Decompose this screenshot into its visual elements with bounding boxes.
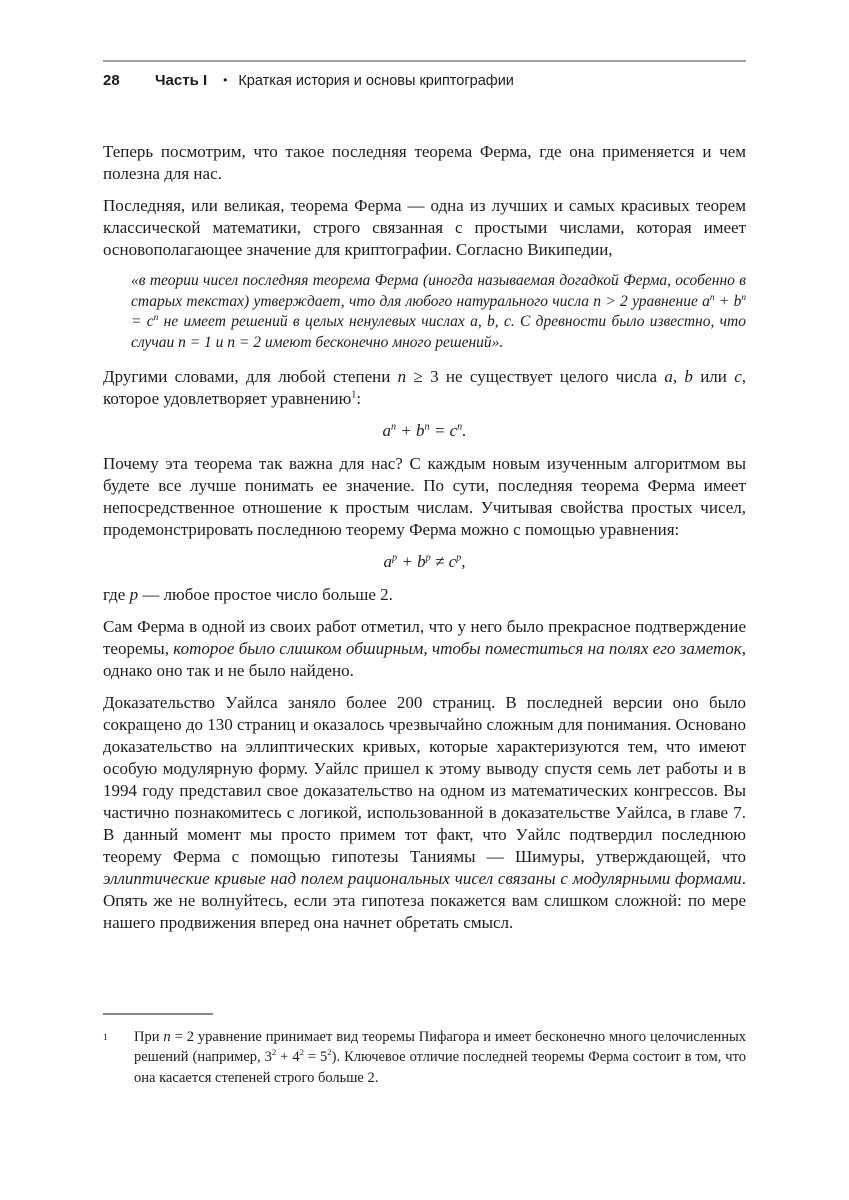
paragraph-wiles-proof: Доказательство Уайлса заняло более 200 страниц. В последней версии оно было сокращено до 130 страниц и оказалось чрезвычайно сложным для понимания. Основано доказательство на эллиптических кривых, которые характеризуются тем, что имеют особую модулярную форму. Уайлс пришел к этому выводу спустя семь лет работы и в 1994 году представил свое доказательство на одном из математических конгрессов. Вы частично познакомитесь с логикой, использованной в доказательстве Уайлса, в главе 7. В данный момент мы просто примем тот факт, что Уайлс подтвердил последнюю теорему Ферма с помощью гипотезы Таниямы — Шимуры, утверждающей, что эллиптические кривые над полем рациональных чисел связаны с модулярными формами. Опять же не волнуйтесь, если эта гипотеза покажется вам слишком сложной: по мере нашего продвижения вперед она начнет обретать смысл.: [103, 693, 746, 932]
footnote-area: [103, 1013, 746, 1089]
chapter-title: Краткая история и основы криптографии: [238, 73, 514, 89]
equation-fermat: $a^n + b^n = c^n$.: [382, 421, 467, 440]
footnote: [103, 1027, 746, 1089]
footnote-text: При n = 2 уравнение принимает вид теоремы Пифагора и имеет бесконечно много целочисленных решений (например, $3^2 + 4^2 = 5^2$). Ключевое отличие последней теоремы Ферма состоит в том, что она касается степеней строго больше 2.: [134, 1028, 746, 1086]
paragraph-fermat-note: Сам Ферма в одной из своих работ отметил, что у него было прекрасное подтверждение теоремы, которое было слишком обширным, чтобы поместиться на полях его заметок, однако оно так и не было найдено.: [103, 617, 746, 680]
part-label: Часть I: [155, 72, 208, 89]
bullet-separator-icon: •: [223, 73, 228, 87]
paragraph-intro: Теперь посмотрим, что такое последняя теорема Ферма, где она применяется и чем полезна для нас.: [103, 142, 746, 183]
page-number: 28: [103, 72, 120, 89]
wikipedia-quote: «в теории чисел последняя теорема Ферма (иногда называемая догадкой Ферма, особенно в старых текстах) утверждает, что для любого натурального числа n > 2 уравнение $a^n + b^n = c^n$ не имеет решений в целых ненулевых числах a, b, c. С древности было известно, что случаи n = 1 и n = 2 имеют бесконечно много решений».: [131, 272, 746, 351]
equation-prime: $a^p + b^p \ne c^p$,: [383, 552, 466, 571]
paragraph-where-p: где p — любое простое число больше 2.: [103, 585, 393, 604]
header-line: [103, 71, 746, 91]
footnote-rule: [103, 1013, 213, 1015]
paragraph-theorem-overview: Последняя, или великая, теорема Ферма — одна из лучших и самых красивых теорем классической математики, строго связанная с простыми числами, которая имеет основополагающее значение для криптографии. Согласно Википедии,: [103, 196, 746, 259]
paragraph-in-other-words: Другими словами, для любой степени n ≥ 3 не существует целого числа a, b или c, которое удовлетворяет уравнению$^1$:: [103, 367, 747, 408]
page-content: [103, 141, 746, 944]
paragraph-why-important: Почему эта теорема так важна для нас? С каждым новым изученным алгоритмом вы будете все лучше понимать ее значение. По сути, последняя теорема Ферма имеет непосредственное отношение к простым числам. Учитывая свойства простых чисел, продемонстрировать последнюю теорему Ферма можно с помощью уравнения:: [103, 454, 746, 539]
footnote-marker: 1: [103, 1032, 108, 1043]
running-head: [103, 60, 746, 91]
header-rule: [103, 60, 746, 62]
